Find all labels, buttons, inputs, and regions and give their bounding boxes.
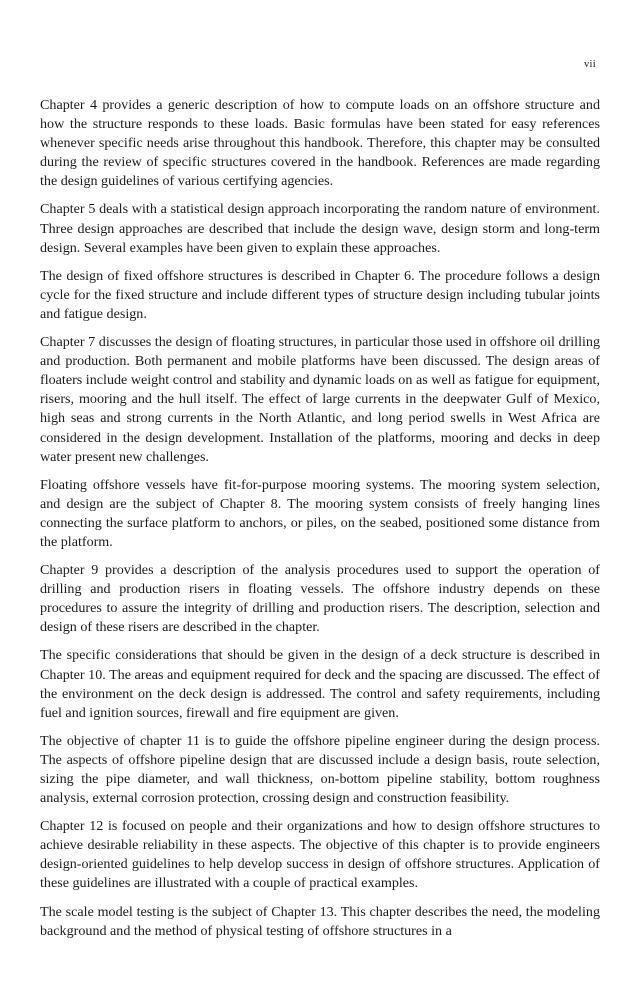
paragraph-chapter-13: The scale model testing is the subject of Chapter 13. This chapter describes the need, the modeling background and the method of physical testing of offshore structures in a: [40, 903, 600, 939]
paragraph-chapter-7: Chapter 7 discusses the design of floating structures, in particular those used in offshore oil drilling and production. Both permanent and mobile platforms have been discussed. The design areas of floaters include weight control and stability and dynamic loads on as well as fatigue for equipment, risers, mooring and the hull itself. The effect of large currents in the deepwater Gulf of Mexico, high seas and strong currents in the North Atlantic, and long period swells in West Africa are considered in the design development. Installation of the platforms, mooring and decks in deep water present new challenges.: [40, 334, 600, 465]
paragraph-chapter-6: The design of fixed offshore structures is described in Chapter 6. The procedure follows a design cycle for the fixed structure and include different types of structure design including tubular joints and fatigue design.: [40, 267, 600, 322]
body-text: [40, 96, 600, 950]
page-number: vii: [584, 59, 596, 70]
paragraph-chapter-10: The specific considerations that should be given in the design of a deck structure is described in Chapter 10. The areas and equipment required for deck and the spacing are discussed. The effect of the environment on the deck design is addressed. The control and safety requirements, including fuel and ignition sources, firewall and fire equipment are given.: [40, 647, 600, 721]
paragraph-chapter-11: The objective of chapter 11 is to guide the offshore pipeline engineer during the design process. The aspects of offshore pipeline design that are discussed include a design basis, route selection, sizing the pipe diameter, and wall thickness, on-bottom pipeline stability, bottom roughness analysis, external corrosion protection, crossing design and construction feasibility.: [40, 732, 600, 807]
paragraph-chapter-8: Floating offshore vessels have fit-for-purpose mooring systems. The mooring system selection, and design are the subject of Chapter 8. The mooring system consists of freely hanging lines connecting the surface platform to anchors, or piles, on the seabed, positioned some distance from the platform.: [40, 476, 600, 550]
paragraph-chapter-12: Chapter 12 is focused on people and their organizations and how to design offshore structures to achieve desirable reliability in these aspects. The objective of this chapter is to provide engineers design-oriented guidelines to help develop success in design of offshore structures. Application of these guidelines are illustrated with a couple of practical examples.: [40, 818, 600, 892]
paragraph-chapter-4: Chapter 4 provides a generic description of how to compute loads on an offshore structure and how the structure responds to these loads. Basic formulas have been stated for easy references whenever specific needs arise throughout this handbook. Therefore, this chapter may be consulted during the review of specific structures covered in the handbook. References are made regarding the design guidelines of various certifying agencies.: [40, 97, 600, 190]
paragraph-chapter-5: Chapter 5 deals with a statistical design approach incorporating the random nature of environment. Three design approaches are described that include the design wave, design storm and long-term design. Several examples have been given to explain these approaches.: [40, 201, 600, 256]
paragraph-chapter-9: Chapter 9 provides a description of the analysis procedures used to support the operation of drilling and production risers in floating vessels. The offshore industry depends on these procedures to assure the integrity of drilling and production risers. The description, selection and design of these risers are described in the chapter.: [40, 562, 600, 636]
